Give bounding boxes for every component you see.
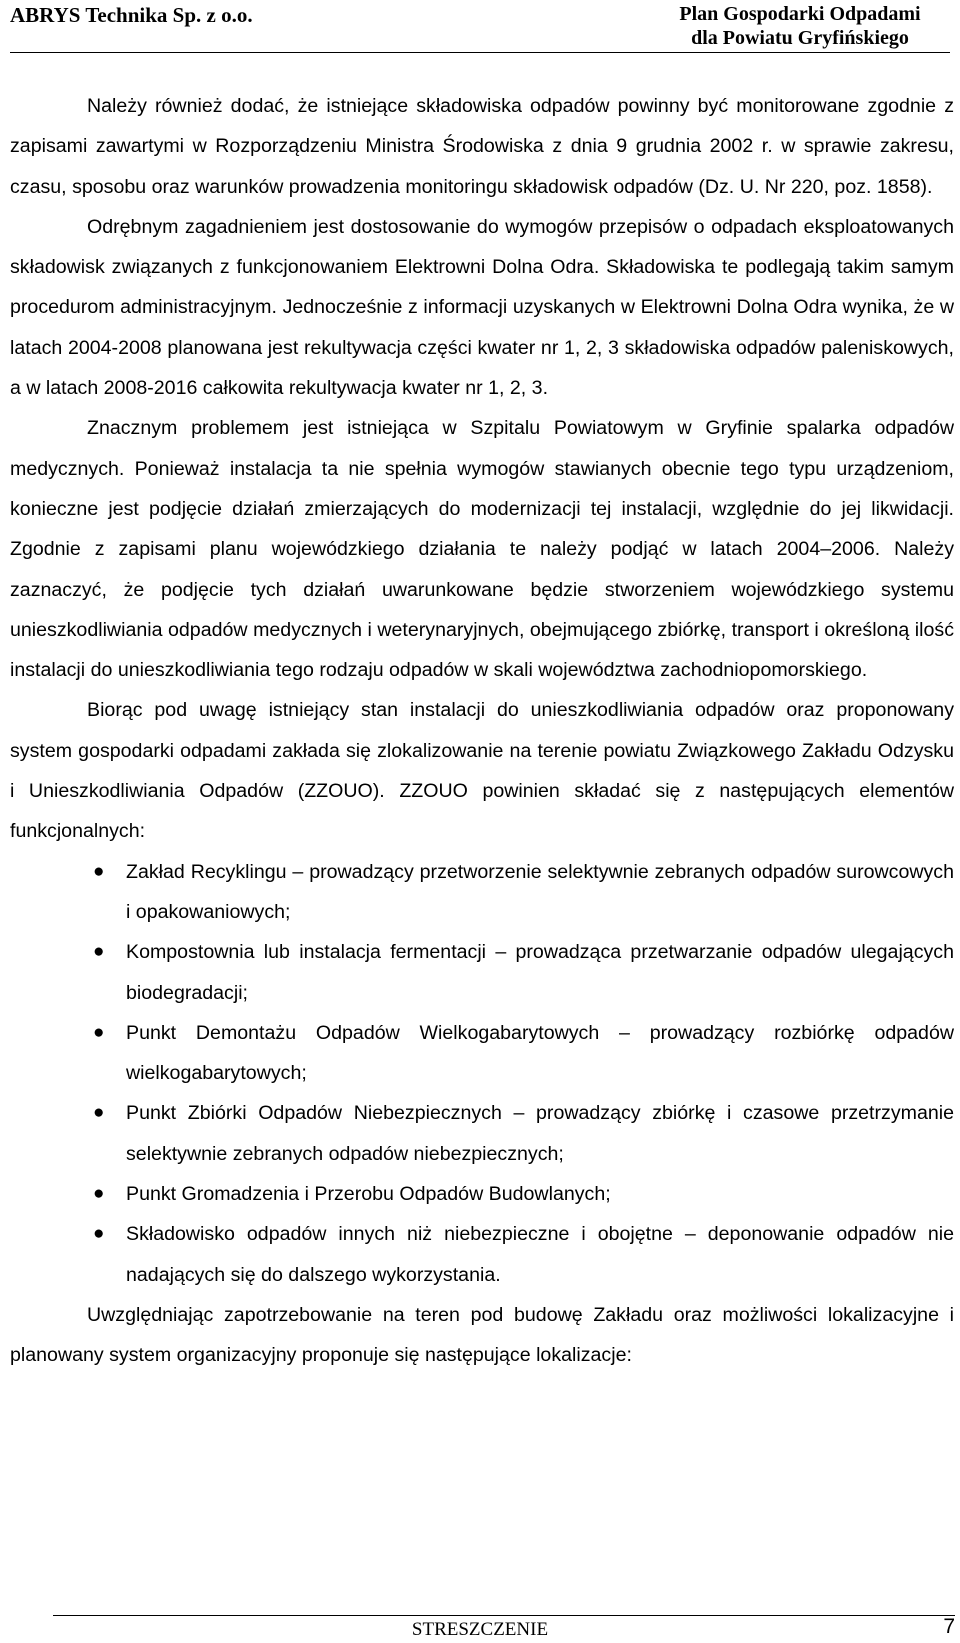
bullet-icon: ● [93,1183,105,1205]
list-item-text: Punkt Gromadzenia i Przerobu Odpadów Budowlanych; [126,1183,611,1206]
header-title-line-2: dla Powiatu Gryfińskiego [691,27,909,49]
list-item-text: Zakład Recyklingu – prowadzący przetworzenie selektywnie zebranych odpadów surowcowych i opakowaniowych; [126,860,954,923]
footer-divider [53,1615,955,1616]
zzouo-elements-list [10,852,954,1295]
paragraph-monitoring: Należy również dodać, że istniejące składowiska odpadów powinny być monitorowane zgodnie z zapisami zawartymi w Rozporządzeniu Ministra Środowiska z dnia 9 grudnia 2002 r. w sprawie zakresu, czasu, sposobu oraz warunków prowadzenia monitoringu składowisk odpadów (Dz. U. Nr 220, poz. 1858). [10,95,954,198]
header-divider [10,52,950,53]
bullet-icon: ● [93,860,105,882]
list-item-text: Kompostownia lub instalacja fermentacji – prowadząca przetwarzanie odpadów ulegających biodegradacji; [126,941,954,1004]
list-item-text: Składowisko odpadów innych niż niebezpieczne i obojętne – deponowanie odpadów nie nadających się do dalszego wykorzystania. [126,1223,954,1286]
bullet-icon: ● [93,941,105,963]
page-header [0,0,960,54]
page-number: 7 [943,1615,955,1638]
paragraph-lokalizacje: Uwzględniając zapotrzebowanie na teren pod budowę Zakładu oraz możliwości lokalizacyjne i planowany system organizacyjny proponuje się następujące lokalizacje: [10,1303,954,1367]
bullet-icon: ● [93,1021,105,1043]
paragraph-elektrownia: Odrębnym zagadnieniem jest dostosowanie do wymogów przepisów o odpadach eksploatowanych składowisk związanych z funkcjonowaniem Elektrowni Dolna Odra. Składowiska te podlegają takim samym procedurom administracyjnym. Jednocześnie z informacji uzyskanych w Elektrowni Dolna Odra wynika, że w latach 2004-2008 planowana jest rekultywacja części kwater nr 1, 2, 3 składowiska odpadów paleniskowych, a w latach 2008-2016 całkowita rekultywacja kwater nr 1, 2, 3. [10,215,954,400]
paragraph-zzouo: Biorąc pod uwagę istniejący stan instalacji do unieszkodliwiania odpadów oraz proponowany system gospodarki odpadami zakłada się zlokalizowanie na terenie powiatu Związkowego Zakładu Odzysku i Unieszkodliwiania Odpadów (ZZOUO). ZZOUO powinien składać się z następujących elementów funkcjonalnych: [10,699,954,843]
paragraph-spalarka: Znacznym problemem jest istniejąca w Szpitalu Powiatowym w Gryfinie spalarka odpadów medycznych. Ponieważ instalacja ta nie spełnia wymogów stawianych obecnie tego typu urządzeniom, konieczne jest podjęcie działań zmierzających do modernizacji tej instalacji, względnie do jej likwidacji. Zgodnie z zapisami planu wojewódzkiego działania te należy podjąć w latach 2004–2006. Należy zaznaczyć, że podjęcie tych działań uwarunkowane będzie stworzeniem wojewódzkiego systemu unieszkodliwiania odpadów medycznych i weterynaryjnych, obejmującego zbiórkę, transport i określoną ilość instalacji do unieszkodliwiania tego rodzaju odpadów w skali województwa zachodniopomorskiego. [10,417,954,682]
header-document-title [650,2,950,50]
header-company-name: ABRYS Technika Sp. z o.o. [10,3,253,27]
list-item [10,1214,954,1295]
header-title-line-1: Plan Gospodarki Odpadami [679,3,921,25]
document-body [10,86,954,1376]
list-item [10,1013,954,1094]
list-item-text: Punkt Demontażu Odpadów Wielkogabarytowych – prowadzący rozbiórkę odpadów wielkogabarytowych; [126,1021,954,1085]
list-item [10,1093,954,1174]
list-item [10,932,954,1013]
list-item-text: Punkt Zbiórki Odpadów Niebezpiecznych – prowadzący zbiórkę i czasowe przetrzymanie selektywnie zebranych odpadów niebezpiecznych; [126,1102,954,1165]
footer-section-title: STRESZCZENIE [411,1619,549,1640]
list-item [10,1174,954,1214]
bullet-icon: ● [93,1102,105,1124]
list-item [10,852,954,933]
page-footer [0,1615,960,1643]
bullet-icon: ● [93,1223,105,1245]
